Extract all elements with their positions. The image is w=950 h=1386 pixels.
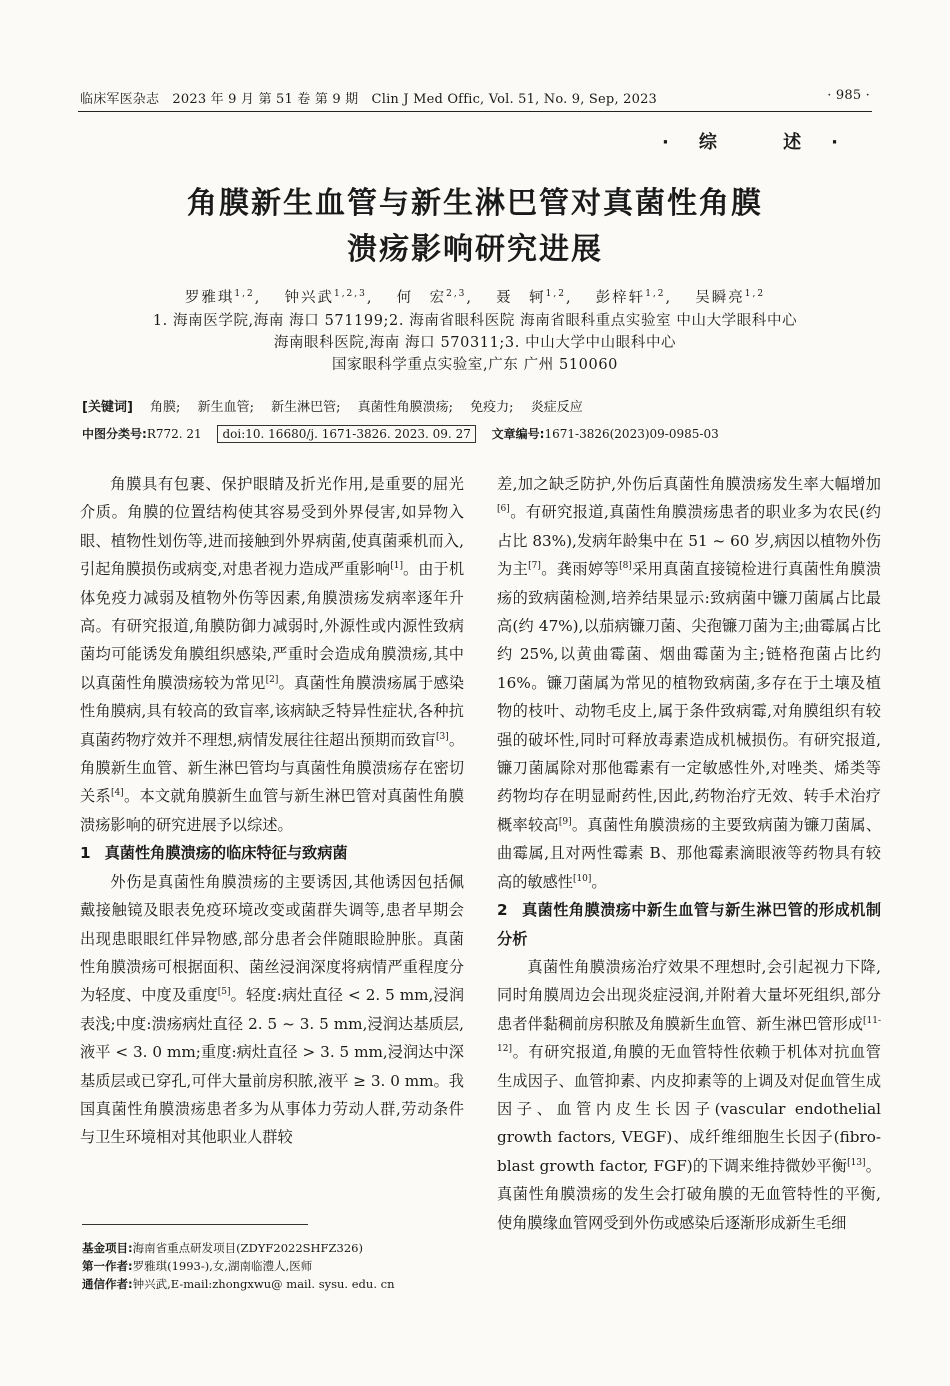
running-header — [80, 88, 870, 107]
affiliation-line: 1. 海南医学院,海南 海口 571199;2. 海南省眼科医院 海南省眼科重点实验室 中山大学眼科中心 — [152, 313, 798, 329]
keyword: 角膜; — [150, 400, 181, 415]
keyword: 炎症反应 — [530, 400, 583, 415]
section-heading-1: 1 真菌性角膜溃疡的临床特征与致病菌 — [80, 844, 348, 863]
author: 钟兴武$^{1,2,3}$ — [284, 289, 367, 306]
citation: [10] — [572, 873, 592, 884]
citation: [7] — [528, 561, 541, 572]
fund-footnote: 基金项目:海南省重点研发项目(ZDYF2022SHFZ326) — [82, 1241, 363, 1255]
citation: [9] — [558, 816, 572, 827]
paragraph: 差,加之缺乏防护,外伤后真菌性角膜溃疡发生率大幅增加[6]。有研究报道,真菌性角膜溃疡患者的职业多为农民(约占比 83%),发病年龄集中在 51 ~ 60 岁,病因以植物外伤为主[7]。龚雨婷等[8]采用真菌直接镜检进行真菌性角膜溃疡的致病菌检测,培养结果显示:致病菌中镰刀菌属占比最高(约 47%),以茄病镰刀菌、尖孢镰刀菌为主;曲霉属占比约 25%,以黄曲霉菌、烟曲霉菌为主;链格孢菌占比约 16%。镰刀菌属为常见的植物致病菌,多存在于土壤及植物的枝叶、动物毛皮上,属于条件致病霉,对角膜组织有较强的破坏性,同时可释放毒素造成机械损伤。有研究报道,镰刀菌属除对那他霉素有一定敏感性外,对唑类、烯类等药物均存在明显耐药性,因此,药物治疗无效、转手术治疗概率较高[9]。真菌性角膜溃疡的主要致病菌为镰刀菌属、曲霉属,且对两性霉素 B、那他霉素滴眼液等药物具有较高的敏感性[10]。 — [497, 475, 881, 891]
paragraph: 角膜具有包裹、保护眼睛及折光作用,是重要的屈光介质。角膜的位置结构使其容易受到外界侵害,如异物入眼、植物性划伤等,进而接触到外界病菌,使真菌乘机而入,引起角膜损伤或病变,对患者视力造成严重影响[1]。由于机体免疫力减弱及植物外伤等因素,角膜溃疡发病率逐年升高。有研究报道,角膜防御力减弱时,外源性或内源性致病菌均可能诱发角膜组织感染,严重时会造成角膜溃疡,其中以真菌性角膜溃疡较为常见[2]。真菌性角膜溃疡属于感染性角膜病,具有较高的致盲率,该病缺乏特异性症状,各种抗真菌药物疗效并不理想,病情发展往往超出预期而致盲[3]。角膜新生血管、新生淋巴管均与真菌性角膜溃疡存在密切关系[4]。本文就角膜新生血管与新生淋巴管对真菌性角膜溃疡影响的研究进展予以综述。 — [80, 475, 465, 834]
affiliation-line: 国家眼科学重点实验室,广东 广州 510060 — [332, 357, 618, 373]
citation: [8] — [619, 561, 632, 572]
citation: [2] — [265, 674, 279, 685]
journal-citation: 临床军医杂志 2023 年 9 月 第 51 卷 第 9 期 Clin J Med Offic, Vol. 51, No. 9, Sep, 2023 — [80, 92, 658, 107]
keyword: 新生血管; — [197, 400, 254, 415]
corresponding-author-footnote: 通信作者:钟兴武,E-mail:zhongxwu@ mail. sysu. edu. cn — [82, 1277, 395, 1291]
page-number: · 985 · — [827, 88, 870, 103]
author: 何 宏$^{2,3}$ — [396, 289, 467, 306]
left-column — [80, 470, 464, 1152]
citation: [13] — [847, 1157, 866, 1168]
keyword: 免疫力; — [470, 400, 514, 415]
keywords-label: [关键词] — [82, 400, 133, 415]
affiliation-line: 海南眼科医院,海南 海口 570311;3. 中山大学中山眼科中心 — [273, 335, 677, 351]
citation: [5] — [217, 987, 231, 998]
author: 聂 轲$^{1,2}$ — [496, 289, 566, 306]
clc-code: R772. 21 — [146, 427, 202, 441]
article-number-label: 文章编号: — [491, 427, 545, 441]
section-heading-2: 2 真菌性角膜溃疡中新生血管与新生淋巴管的形成机制分析 — [497, 901, 881, 948]
footnote-rule — [82, 1224, 308, 1225]
author: 罗雅琪$^{1,2}$ — [184, 289, 255, 306]
classification-line — [82, 425, 719, 442]
title-line-1: 角膜新生血管与新生淋巴管对真菌性角膜 — [187, 186, 763, 221]
citation: [3] — [436, 731, 449, 742]
header-rule — [78, 111, 872, 112]
citation: [4] — [110, 788, 124, 799]
paragraph: 外伤是真菌性角膜溃疡的主要诱因,其他诱因包括佩戴接触镜及眼表免疫环境改变或菌群失调等,患者早期会出现患眼眼红伴异物感,部分患者会伴随眼睑肿胀。真菌性角膜溃疡可根据面积、菌丝浸润深度将病情严重程度分为轻度、中度及重度[5]。轻度:病灶直径 < 2. 5 mm,浸润表浅;中度:溃疡病灶直径 2. 5 ~ 3. 5 mm,浸润达基质层,液平 < 3. 0 mm;重度:病灶直径 > 3. 5 mm,浸润达中深基质层或已穿孔,可伴大量前房积脓,液平 ≥ 3. 0 mm。我国真菌性角膜溃疡患者多为从事体力劳动人群,劳动条件与卫生环境相对其他职业人群较 — [80, 872, 465, 1147]
first-author-footnote: 第一作者:罗雅琪(1993-),女,湖南临澧人,医师 — [82, 1259, 313, 1273]
keyword: 新生淋巴管; — [271, 400, 341, 415]
title-line-2: 溃疡影响研究进展 — [347, 232, 603, 267]
right-column — [497, 470, 881, 1237]
author-list: 罗雅琪$^{1,2}$, 钟兴武$^{1,2,3}$, 何 宏$^{2,3}$, 聂 轲$^{1,2}$, 彭梓轩$^{1,2}$, 吴瞬亮$^{1,2}$ — [184, 289, 766, 306]
keywords — [82, 396, 583, 415]
paragraph: 真菌性角膜溃疡治疗效果不理想时,会引起视力下降,同时角膜周边会出现炎症浸润,并附着大量坏死组织,部分患者伴黏稠前房积脓及角膜新生血管、新生淋巴管形成[11-12]。有研究报道,角膜的无血管特性依赖于机体对抗血管生成因子、血管抑素、内皮抑素等的上调及对促血管生成因子、血管内皮生长因子(vascular endothelial growth factors, VEGF)、成纤维细胞生长因子(fibro-blast growth factor, FGF)的下调来维持微妙平衡[13]。真菌性角膜溃疡的发生会打破角膜的无血管特性的平衡,使角膜缘血管网受到外伤或感染后逐渐形成新生毛细 — [497, 957, 881, 1232]
author: 吴瞬亮$^{1,2}$ — [695, 289, 766, 306]
section-label: ·综 述· — [662, 132, 868, 153]
keyword: 真菌性角膜溃疡; — [357, 400, 454, 415]
citation: [6] — [497, 504, 510, 515]
article-number: 1671-3826(2023)09-0985-03 — [544, 427, 719, 441]
doi: doi:10. 16680/j. 1671-3826. 2023. 09. 27 — [217, 425, 475, 443]
citation: [1] — [390, 561, 403, 572]
author: 彭梓轩$^{1,2}$ — [595, 289, 666, 306]
clc-label: 中图分类号: — [82, 427, 147, 441]
citation: [11-12] — [497, 1015, 881, 1055]
